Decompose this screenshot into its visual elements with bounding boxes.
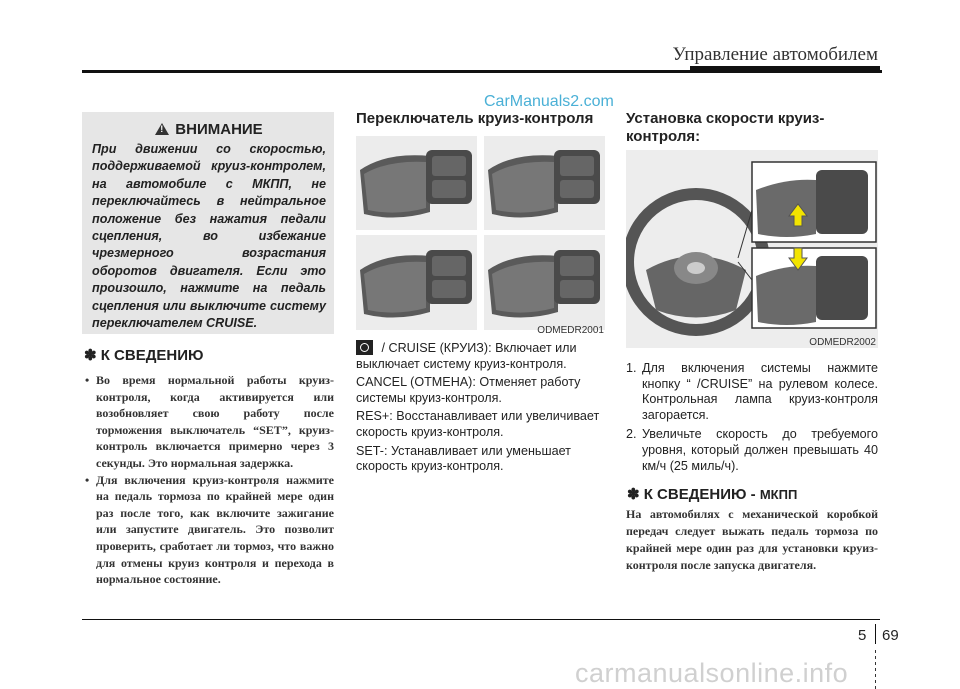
def-cancel: CANCEL (ОТМЕНА): Отменяет работу системы круиз-контроля. (356, 375, 581, 405)
setting-section-title: Установка скорости круиз-контроля: (626, 110, 825, 145)
warning-triangle-icon (155, 123, 169, 135)
caution2-body: На автомобилях с механической коробкой передач следует выжать педаль тормоза по крайней мере один раз для установки круиз-контроля после запуска двигателя. (626, 507, 878, 572)
def-res: RES+: Восстанавливает или увеличивает скорость круиз-контроля. (356, 409, 600, 439)
footer-separator (875, 624, 876, 644)
watermark-top: CarManuals2.com (484, 93, 614, 110)
cruise-icon (356, 340, 373, 355)
step-item: 2. Увеличьте скорость до требуемого уровня, который должен превышать 40 км/ч (25 миль/ч). (626, 427, 878, 473)
figure-label: ODMEDR2001 (537, 325, 604, 336)
switch-definitions (356, 340, 606, 478)
section-number: 5 (858, 627, 867, 644)
caution2-title: ✽ К СВЕДЕНИЮ - МКПП (627, 486, 798, 503)
switch-section-title: Переключатель круиз-контроля (356, 110, 594, 127)
steering-switch-illustration (356, 132, 606, 338)
switch-figure (356, 132, 606, 338)
footer-dashed-line (875, 650, 876, 689)
caution-item: • Для включения круиз-контроля нажмите на педаль тормоза по крайней мере один раз после того, как включите зажигание или запустите двигатель. Это позволит проверить, сработает ли тормоз, что важно для отмены круиз контроля и перехода в нормальное состояние. (82, 472, 334, 588)
header-tab (690, 66, 880, 73)
footer-rule (82, 619, 880, 620)
setting-steps (626, 361, 878, 478)
steering-wheel-figure (626, 150, 878, 348)
chapter-title: Управление автомобилем (672, 44, 878, 65)
warning-box (82, 112, 334, 334)
def-cruise: / CRUISE (КРУИЗ): Включает или выключает систему круиз-контроля. (356, 341, 577, 371)
caution-item: • Во время нормальной работы круиз-контроля, когда активируется или возобновляет свою работу после торможения выключатель “SET”, круиз-контроль включается примерно через 3 секунды. Это нормальная задержка. (82, 372, 334, 472)
step-item: 1. Для включения системы нажмите кнопку “ /CRUISE” на рулевом колесе. Контрольная лампа круиз-контроля загорается. (626, 361, 878, 422)
figure-label: ODMEDR2002 (809, 337, 876, 348)
def-set: SET-: Устанавливает или уменьшает скорость круиз-контроля. (356, 443, 571, 474)
warning-body: При движении со скоростью, поддерживаемой круиз-контролем, на автомобиле с МКПП, не переключайтесь в нейтральное положение без нажатия педали сцепления, во избежание чрезмерного возрастания оборотов двигателя. Если это произошло, нажмите на педаль сцепления или выключите систему переключателем CRUISE. (92, 142, 326, 331)
caution-title: ✽ К СВЕДЕНИЮ (84, 347, 204, 364)
steering-wheel-illustration (626, 150, 878, 348)
caution-list (82, 372, 334, 588)
watermark-bottom: carmanualsonline.info (575, 658, 849, 688)
warning-title: !ВНИМАНИЕ (92, 121, 326, 138)
page-number: 69 (882, 627, 899, 644)
